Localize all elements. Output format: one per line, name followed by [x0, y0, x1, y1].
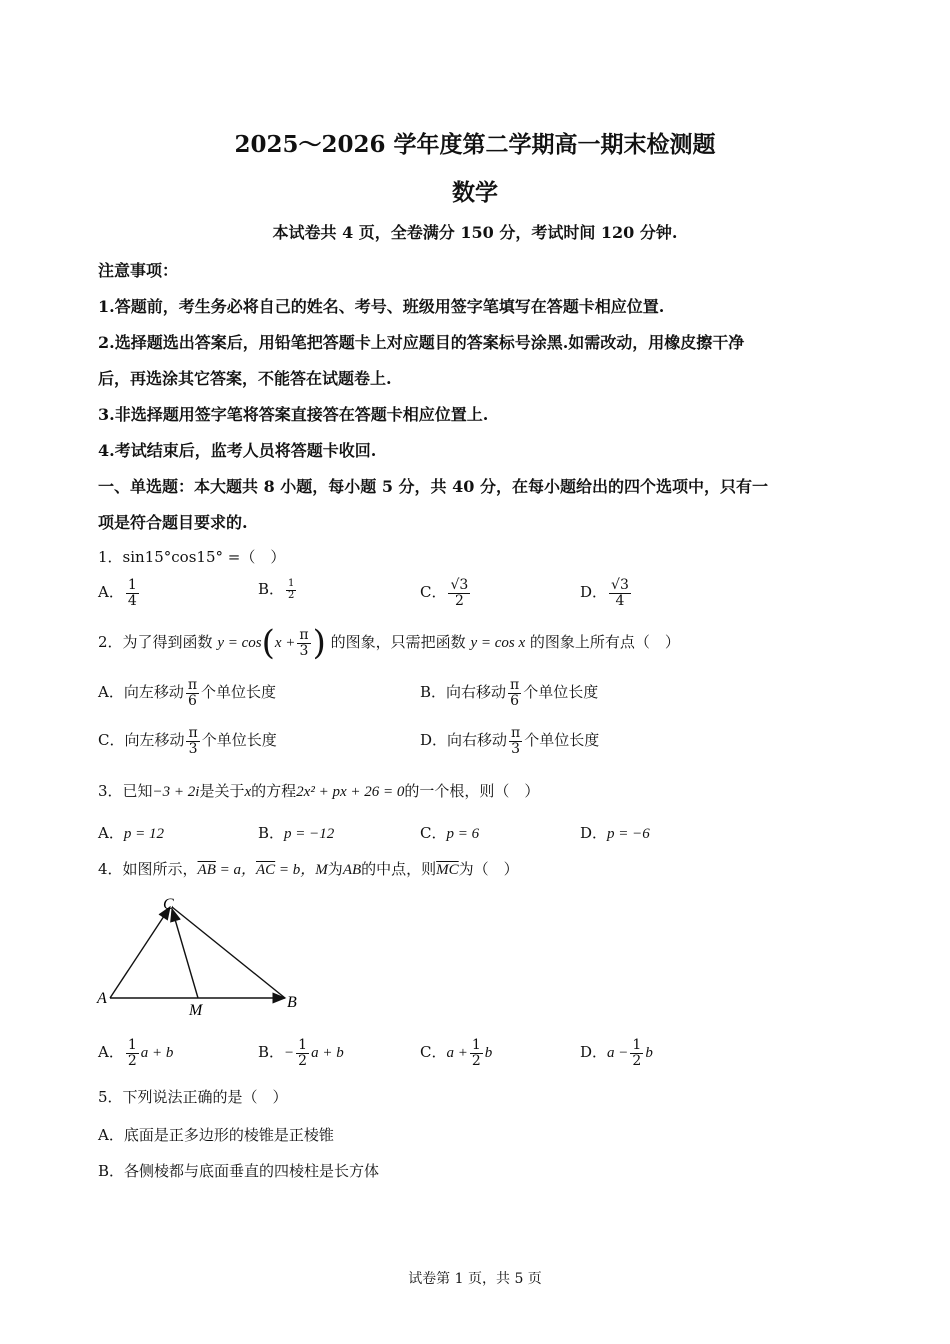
label-a: A: [97, 990, 107, 1007]
q1-option-a: A． $\frac{1}{4}$: [98, 577, 137, 609]
question-2-stem: 2．为了得到函数 y = cos(x + $\frac{\pi}{3}$ ) 的图象，只需把函数 y = cos x 的图象上所有点（ ）: [98, 623, 680, 663]
q1-option-c: C． $\frac{√3}{2}$: [420, 577, 469, 609]
label-c: C: [163, 896, 174, 913]
q4-option-b: B．− $\frac{1}{2}$ a + b: [258, 1037, 344, 1069]
q2-option-d: D．向右移动 $\frac{\pi}{3}$ 个单位长度: [420, 725, 600, 757]
triangle-figure: [95, 895, 315, 1020]
notice-3: 3.非选择题用签字笔将答案直接答在答题卡相应位置上.: [98, 405, 489, 424]
vector-ac: [110, 907, 170, 998]
q1-option-b: B． $\frac{1}{2}$: [258, 578, 295, 601]
q3-option-b: B．p = −12: [258, 824, 335, 842]
question-5-stem: 5．下列说法正确的是（ ）: [98, 1088, 288, 1106]
question-4-stem: 4．如图所示，$\overline{AB} = a$，$\overline{AC} = b$，M为AB的中点，则$\overline{MC}$为（ ）: [98, 860, 519, 878]
notice-2: 2.选择题选出答案后，用铅笔把答题卡上对应题目的答案标号涂黑.如需改动，用橡皮擦干净: [98, 333, 745, 352]
q2-option-b: B．向右移动 $\frac{\pi}{6}$ 个单位长度: [420, 677, 599, 709]
question-1-stem: 1．sin15°cos15° =（ ）: [98, 548, 286, 566]
q4-option-c: C．a + $\frac{1}{2}$ b: [420, 1037, 493, 1069]
question-3-stem: 3．已知−3 + 2i是关于x的方程2x² + px + 26 = 0的一个根，则（ ）: [98, 782, 540, 800]
notice-1: 1.答题前，考生务必将自己的姓名、考号、班级用签字笔填写在答题卡相应位置.: [98, 297, 665, 316]
exam-info: 本试卷共 4 页，全卷满分 150 分，考试时间 120 分钟.: [272, 223, 678, 242]
label-b: B: [287, 994, 297, 1011]
q4-option-a: A． $\frac{1}{2}$ a + b: [98, 1037, 174, 1069]
q4-option-d: D．a − $\frac{1}{2}$ b: [580, 1037, 653, 1069]
segment-cb: [172, 907, 285, 998]
q5-option-a: A．底面是正多边形的棱锥是正棱锥: [98, 1126, 334, 1144]
q1-option-d: D． $\frac{√3}{4}$: [580, 577, 629, 609]
q3-option-c: C．p = 6: [420, 824, 480, 842]
section-heading-line1: 一、单选题：本大题共 8 小题，每小题 5 分，共 40 分，在每小题给出的四个选项中，只有一: [98, 477, 768, 496]
notice-4: 4.考试结束后，监考人员将答题卡收回.: [98, 441, 377, 460]
page-footer: 试卷第 1 页，共 5 页: [408, 1271, 542, 1287]
q3-option-d: D．p = −6: [580, 824, 650, 842]
exam-subject: 数学: [452, 179, 498, 206]
q3-option-a: A．p = 12: [98, 824, 164, 842]
q2-option-a: A．向左移动 $\frac{\pi}{6}$ 个单位长度: [98, 677, 277, 709]
q2-option-c: C．向左移动 $\frac{\pi}{3}$ 个单位长度: [98, 725, 277, 757]
notice-2-cont: 后，再选涂其它答案，不能答在试题卷上.: [98, 369, 392, 388]
q5-option-b: B．各侧棱都与底面垂直的四棱柱是长方体: [98, 1162, 380, 1180]
label-m: M: [189, 1002, 203, 1019]
exam-title: 2025～2026 学年度第二学期高一期末检测题: [234, 131, 716, 158]
notice-heading: 注意事项：: [98, 261, 179, 280]
section-heading-line2: 项是符合题目要求的.: [98, 513, 248, 532]
vector-mc: [172, 909, 198, 998]
